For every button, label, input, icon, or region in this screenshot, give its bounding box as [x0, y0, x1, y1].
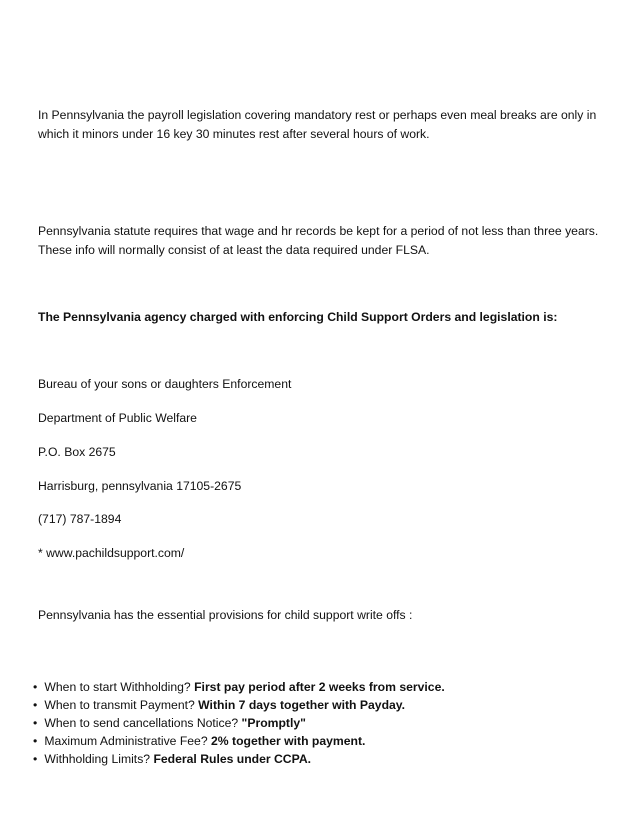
rest-breaks-paragraph: In Pennsylvania the payroll legislation covering mandatory rest or perhaps even meal breaks are only in which it minors under 16 key 30 minutes rest after several hours of work. — [38, 108, 597, 141]
address-department: Department of Public Welfare — [38, 411, 197, 425]
bullet-question: Withholding Limits? — [44, 752, 151, 766]
address-phone: (717) 787-1894 — [38, 512, 122, 526]
bullet-answer: Within 7 days together with Payday. — [198, 698, 406, 712]
address-website: * www.pachildsupport.com/ — [38, 546, 185, 560]
address-bureau: Bureau of your sons or daughters Enforcement — [38, 377, 292, 391]
bullet-answer: First pay period after 2 weeks from service. — [194, 680, 445, 694]
bullet-question: When to transmit Payment? — [44, 698, 195, 712]
records-paragraph: Pennsylvania statute requires that wage and hr records be kept for a period of not less than three years. These info will normally consist of at least the data required under FLSA. — [38, 224, 599, 257]
list-item — [33, 714, 445, 732]
bullet-question: Maximum Administrative Fee? — [44, 734, 208, 748]
bullet-marker: • — [33, 752, 38, 766]
bullet-question: When to send cancellations Notice? — [44, 716, 239, 730]
list-item — [33, 696, 445, 714]
bullet-answer: 2% together with payment. — [211, 734, 366, 748]
bullet-marker: • — [33, 734, 38, 748]
bullet-marker: • — [33, 716, 38, 730]
agency-heading: The Pennsylvania agency charged with enforcing Child Support Orders and legislation is: — [38, 310, 558, 324]
bullet-marker: • — [33, 680, 38, 694]
bullet-question: When to start Withholding? — [44, 680, 191, 694]
bullet-answer: Federal Rules under CCPA. — [153, 752, 312, 766]
provisions-paragraph: Pennsylvania has the essential provisions for child support write offs : — [38, 608, 413, 622]
list-item — [33, 678, 445, 696]
list-item — [33, 732, 445, 750]
address-po-box: P.O. Box 2675 — [38, 445, 116, 459]
list-item — [33, 750, 445, 768]
bullet-marker: • — [33, 698, 38, 712]
provisions-list — [33, 678, 445, 768]
bullet-answer: "Promptly" — [241, 716, 306, 730]
address-city: Harrisburg, pennsylvania 17105-2675 — [38, 479, 242, 493]
